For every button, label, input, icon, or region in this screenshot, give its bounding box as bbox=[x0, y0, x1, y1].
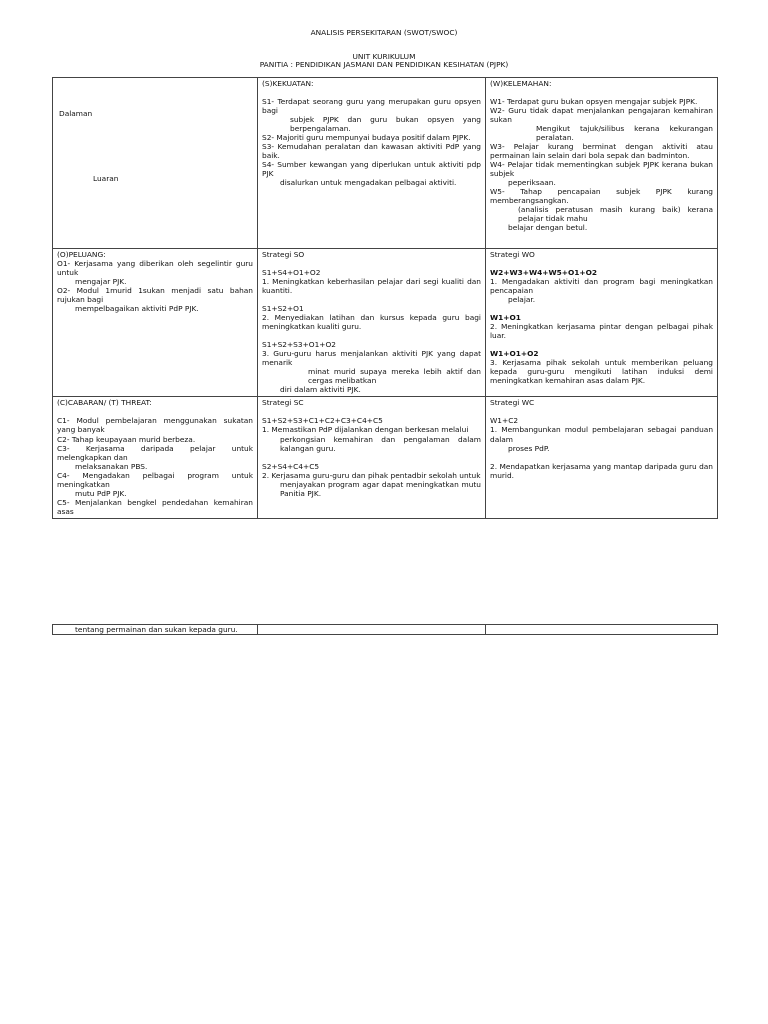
list-item: C2- Tahap keupayaan murid berbeza. bbox=[57, 434, 196, 444]
list-item: 2. Mendapatkan kerjasama yang mantap daripada guru dan murid. bbox=[490, 461, 713, 480]
strengths-cell bbox=[258, 78, 486, 249]
list-item: W4- Pelajar tidak mementingkan subjek PJPK kerana bukan subjek bbox=[490, 160, 713, 179]
table-row bbox=[53, 78, 718, 249]
list-item: minat murid supaya mereka lebih aktif dan cergas melibatkan bbox=[308, 367, 481, 386]
list-item: S3- Kemudahan peralatan dan kawasan aktiviti PdP yang baik. bbox=[262, 142, 481, 161]
list-item: belajar dengan betul. bbox=[508, 223, 588, 233]
list-item: W1- Terdapat guru bukan opsyen mengajar subjek PJPK. bbox=[490, 97, 698, 107]
list-item: 1. Meningkatkan keberhasilan pelajar dari segi kualiti dan kuantiti. bbox=[262, 277, 481, 296]
list-item: 1. Memastikan PdP dijalankan dengan berkesan melalui bbox=[262, 425, 469, 435]
strategy-code: S1+S2+S3+C1+C2+C3+C4+C5 bbox=[262, 416, 383, 426]
table-row bbox=[53, 397, 718, 518]
panitia-heading: PANITIA : PENDIDIKAN JASMANI DAN PENDIDIKAN KESIHATAN (PJPK) bbox=[259, 60, 509, 69]
strategy-code: W2+W3+W4+W5+O1+O2 bbox=[490, 268, 597, 278]
strengths-title: (S)KEKUATAN: bbox=[262, 79, 314, 88]
dalaman-luaran-cell bbox=[53, 78, 258, 249]
strategy-wc-title: Strategi WC bbox=[490, 398, 535, 408]
strategy-so-title: Strategi SO bbox=[262, 250, 305, 259]
challenges-title: (C)CABARAN/ (T) THREAT: bbox=[57, 398, 152, 408]
strategy-so-cell bbox=[258, 249, 486, 397]
list-item: O2- Modul 1murid 1sukan menjadi satu bahan rujukan bagi bbox=[57, 286, 253, 305]
continuation-table bbox=[52, 624, 718, 635]
weaknesses-title: (W)KELEMAHAN: bbox=[490, 79, 552, 88]
weaknesses-cell bbox=[486, 78, 718, 249]
list-item: mengajar PJK. bbox=[75, 277, 127, 287]
continuation-cell bbox=[53, 625, 258, 635]
list-item: W3- Pelajar kurang berminat dengan aktiviti atau permainan lain selain dari bola sepak dan badminton. bbox=[490, 142, 713, 161]
list-item: mempelbagaikan aktiviti PdP PJK. bbox=[75, 304, 199, 314]
table-row bbox=[53, 625, 718, 635]
strategy-code: W1+O1+O2 bbox=[490, 349, 539, 359]
list-item: perkongsian kemahiran dan pengalaman dalam kalangan guru. bbox=[280, 434, 481, 453]
document-title: ANALISIS PERSEKITARAN (SWOT/SWOC) bbox=[310, 28, 458, 37]
list-item: 1. Membangunkan modul pembelajaran sebagai panduan dalam bbox=[490, 425, 713, 444]
list-item: melaksanakan PBS. bbox=[75, 461, 148, 471]
list-item: C5- Menjalankan bengkel pendedahan kemahiran asas bbox=[57, 497, 253, 516]
strategy-code: S1+S2+S3+O1+O2 bbox=[262, 340, 336, 350]
list-item: O1- Kerjasama yang diberikan oleh segelintir guru untuk bbox=[57, 259, 253, 278]
list-item: subjek PJPK dan guru bukan opsyen yang berpengalaman. bbox=[290, 115, 481, 134]
list-item: C1- Modul pembelajaran menggunakan sukatan yang banyak bbox=[57, 416, 253, 435]
list-item: W2- Guru tidak dapat menjalankan pengajaran kemahiran sukan bbox=[490, 106, 713, 125]
strategy-code: S2+S4+C4+C5 bbox=[262, 461, 320, 471]
empty-cell bbox=[258, 625, 486, 635]
strategy-wo-title: Strategi WO bbox=[490, 250, 535, 259]
unit-heading: UNIT KURIKULUM bbox=[352, 52, 416, 61]
strategy-sc-title: Strategi SC bbox=[262, 398, 304, 408]
strategy-code: W1+C2 bbox=[490, 416, 519, 426]
swot-table bbox=[52, 77, 718, 519]
list-item: W5- Tahap pencapaian subjek PJPK kurang memberangsangkan. bbox=[490, 187, 713, 206]
list-item: C3- Kerjasama daripada pelajar untuk melengkapkan dan bbox=[57, 443, 253, 462]
challenges-cell bbox=[53, 397, 258, 518]
list-item: pelajar. bbox=[508, 295, 536, 305]
list-item: S4- Sumber kewangan yang diperlukan untuk aktiviti pdp PJK bbox=[262, 160, 481, 179]
list-item: diri dalam aktiviti PJK. bbox=[280, 385, 361, 395]
opportunities-title: (O)PELUANG: bbox=[57, 250, 106, 259]
continuation-text: tentang permainan dan sukan kepada guru. bbox=[75, 625, 238, 634]
list-item: disalurkan untuk mengadakan pelbagai aktiviti. bbox=[280, 178, 457, 188]
strategy-code: S1+S2+O1 bbox=[262, 304, 304, 314]
dalaman-label: Dalaman bbox=[59, 109, 93, 118]
list-item: C4- Mengadakan pelbagai program untuk meningkatkan bbox=[57, 470, 253, 489]
list-item: proses PdP. bbox=[508, 443, 550, 453]
list-item: mutu PdP PJK. bbox=[75, 488, 127, 498]
opportunities-cell bbox=[53, 249, 258, 397]
list-item: 3. Kerjasama pihak sekolah untuk memberikan peluang kepada guru-guru mengikuti latihan induksi demi meningkatkan kemahiran asas dalam PJK. bbox=[490, 358, 713, 386]
strategy-code: W1+O1 bbox=[490, 313, 521, 323]
empty-cell bbox=[486, 625, 718, 635]
list-item: 1. Mengadakan aktiviti dan program bagi meningkatkan pencapaian bbox=[490, 277, 713, 296]
luaran-label: Luaran bbox=[93, 174, 119, 183]
strategy-code: S1+S4+O1+O2 bbox=[262, 268, 321, 278]
list-item: 2. Kerjasama guru-guru dan pihak pentadbir sekolah untuk bbox=[262, 470, 481, 480]
strategy-wc-cell bbox=[486, 397, 718, 518]
list-item: 2. Menyediakan latihan dan kursus kepada guru bagi meningkatkan kualiti guru. bbox=[262, 313, 481, 332]
list-item: 2. Meningkatkan kerjasama pintar dengan pelbagai pihak luar. bbox=[490, 322, 713, 341]
table-row bbox=[53, 249, 718, 397]
list-item: menjayakan program agar dapat meningkatkan mutu Panitia PJK. bbox=[280, 479, 481, 498]
list-item: Mengikut tajuk/silibus kerana kekurangan peralatan. bbox=[536, 124, 713, 143]
list-item: (analisis peratusan masih kurang baik) kerana pelajar tidak mahu bbox=[518, 205, 713, 224]
list-item: peperiksaan. bbox=[508, 178, 556, 188]
list-item: S2- Majoriti guru mempunyai budaya positif dalam PJPK. bbox=[262, 133, 471, 143]
strategy-wo-cell bbox=[486, 249, 718, 397]
list-item: 3. Guru-guru harus menjalankan aktiviti PJK yang dapat menarik bbox=[262, 349, 481, 368]
strategy-sc-cell bbox=[258, 397, 486, 518]
list-item: S1- Terdapat seorang guru yang merupakan guru opsyen bagi bbox=[262, 97, 481, 116]
